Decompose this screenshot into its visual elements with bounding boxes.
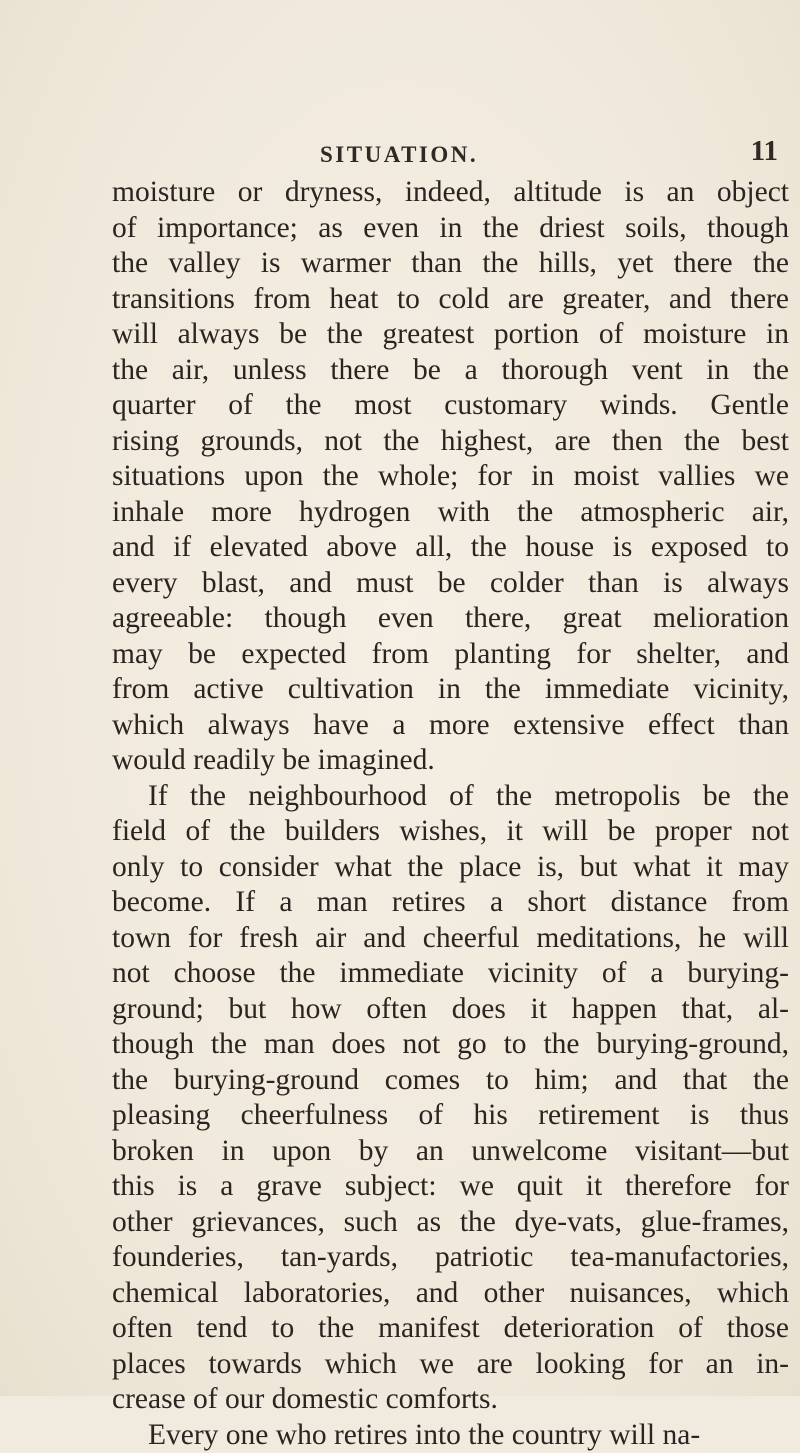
text-line: moisture or dryness, indeed, altitude is an object: [112, 175, 789, 211]
text-line: the valley is warmer than the hills, yet there the: [112, 246, 789, 282]
running-head: SITUATION.: [320, 142, 478, 168]
text-line: become. If a man retires a short distance from: [112, 885, 789, 921]
text-line: the air, unless there be a thorough vent in the: [112, 353, 789, 389]
text-line: rising grounds, not the highest, are then the best: [112, 424, 789, 460]
text-line: places towards which we are looking for an in-: [112, 1347, 789, 1383]
text-line: field of the builders wishes, it will be proper not: [112, 814, 789, 850]
paragraph-start-line: If the neighbourhood of the metropolis be the: [112, 779, 789, 815]
text-line: which always have a more extensive effect than: [112, 708, 789, 744]
text-line: other grievances, such as the dye-vats, glue-frames,: [112, 1205, 789, 1241]
text-line: often tend to the manifest deterioration of those: [112, 1311, 789, 1347]
text-line: not choose the immediate vicinity of a burying-: [112, 956, 789, 992]
text-line: town for fresh air and cheerful meditations, he will: [112, 921, 789, 957]
text-line: chemical laboratories, and other nuisances, which: [112, 1276, 789, 1312]
text-line: agreeable: though even there, great melioration: [112, 601, 789, 637]
text-line: quarter of the most customary winds. Gentle: [112, 388, 789, 424]
text-line: the burying-ground comes to him; and that the: [112, 1063, 789, 1099]
page-header: [112, 130, 792, 170]
paragraph-start-line: Every one who retires into the country will na-: [112, 1418, 789, 1453]
text-line: broken in upon by an unwelcome visitant—but: [112, 1134, 789, 1170]
text-line: of importance; as even in the driest soils, though: [112, 211, 789, 247]
text-line: every blast, and must be colder than is always: [112, 566, 789, 602]
text-line: founderies, tan-yards, patriotic tea-manufactories,: [112, 1240, 789, 1276]
paragraph-end-line: would readily be imagined.: [112, 743, 789, 779]
text-line: ground; but how often does it happen that, al-: [112, 992, 789, 1028]
paragraph-end-line: crease of our domestic comforts.: [112, 1382, 789, 1418]
text-line: inhale more hydrogen with the atmospheric air,: [112, 495, 789, 531]
text-line: though the man does not go to the burying-ground,: [112, 1027, 789, 1063]
text-line: transitions from heat to cold are greater, and there: [112, 282, 789, 318]
text-line: and if elevated above all, the house is exposed to: [112, 530, 789, 566]
text-line: pleasing cheerfulness of his retirement is thus: [112, 1098, 789, 1134]
page-number: 11: [751, 135, 778, 168]
body-text: [112, 175, 789, 1453]
text-line: situations upon the whole; for in moist vallies we: [112, 459, 789, 495]
text-line: from active cultivation in the immediate vicinity,: [112, 672, 789, 708]
text-line: only to consider what the place is, but what it may: [112, 850, 789, 886]
text-line: this is a grave subject: we quit it therefore for: [112, 1169, 789, 1205]
text-line: may be expected from planting for shelter, and: [112, 637, 789, 673]
text-line: will always be the greatest portion of moisture in: [112, 317, 789, 353]
